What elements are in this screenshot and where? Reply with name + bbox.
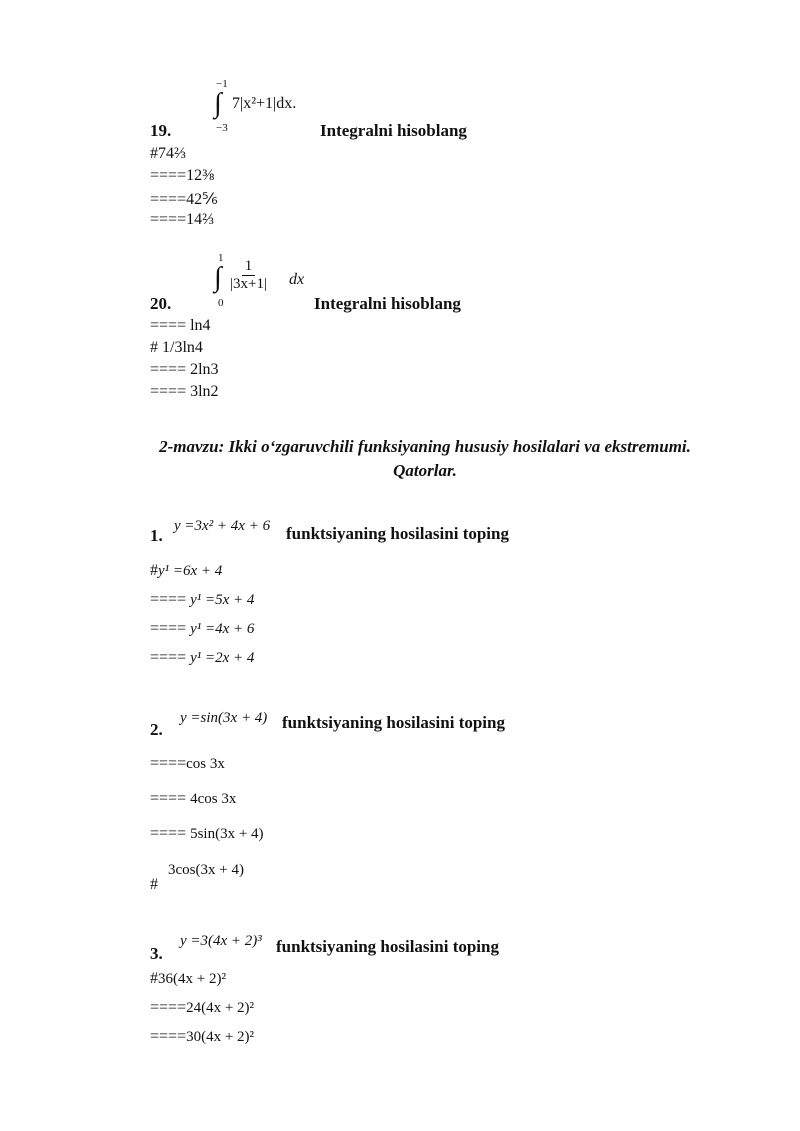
q19-option-4: ====14⅔ [150, 211, 215, 228]
q20-fraction [230, 258, 267, 293]
t1-option-1 [150, 562, 222, 580]
q20-numerator: 1 [242, 258, 256, 276]
t1-option-2 [150, 591, 254, 609]
t1-option-3-marker: ==== [150, 620, 187, 637]
t3-option-1-expr: 36(4x + 2)² [158, 971, 226, 987]
t1-option-2-marker: ==== [150, 591, 187, 608]
t3-option-3-marker: ==== [150, 1028, 187, 1045]
t1-option-4-expr: y¹ =2x + 4 [190, 650, 255, 666]
t2-option-1 [150, 755, 225, 773]
t3-option-1 [150, 970, 226, 988]
q19-option-3: ====42⅚ [150, 191, 218, 208]
t2-option-2-marker: ==== [150, 790, 187, 807]
t3-prompt: funktsiyaning hosilasini toping [276, 937, 499, 956]
q19-upper-limit: −1 [216, 78, 228, 90]
q20-prompt: Integralni hisoblang [314, 294, 461, 313]
t2-number: 2. [150, 720, 163, 739]
t1-number: 1. [150, 526, 163, 545]
t3-option-3-expr: 30(4x + 2)² [186, 1029, 255, 1045]
q20-dx: dx [289, 271, 305, 288]
t1-option-2-expr: y¹ =5x + 4 [190, 592, 255, 608]
q19-integral-sign: ∫ [214, 88, 222, 119]
t2-option-2-expr: 4cos 3x [190, 791, 237, 807]
q19-prompt: Integralni hisoblang [320, 121, 467, 140]
t2-option-4-marker: # [150, 876, 158, 893]
t1-prompt: funktsiyaning hosilasini toping [286, 524, 509, 543]
t3-option-3 [150, 1028, 254, 1046]
q20-upper-limit: 1 [218, 252, 224, 264]
q20-option-2: # 1/3ln4 [150, 339, 203, 356]
q20-option-1: ==== ln4 [150, 317, 211, 334]
q20-lower-limit: 0 [218, 297, 224, 309]
t3-option-1-marker: # [150, 970, 158, 987]
t3-number: 3. [150, 944, 163, 963]
t2-option-3 [150, 825, 264, 843]
q19-integrand: 7|x²+1|dx. [232, 95, 297, 112]
q20-denominator: |3x+1| [230, 276, 267, 292]
t3-option-2-marker: ==== [150, 999, 187, 1016]
t2-option-1-expr: cos 3x [186, 756, 225, 772]
t2-option-3-expr: 5sin(3x + 4) [190, 826, 264, 842]
t2-formula: y =sin(3x + 4) [180, 710, 268, 726]
t2-option-2 [150, 790, 236, 808]
q20-integral-sign: ∫ [214, 262, 222, 293]
t2-option-3-marker: ==== [150, 825, 187, 842]
t1-option-3 [150, 620, 254, 638]
q19-number: 19. [150, 121, 172, 140]
t3-formula: y =3(4x + 2)³ [180, 933, 262, 949]
t3-option-2-expr: 24(4x + 2)² [186, 1000, 255, 1016]
q19-option-2: ====12⅜ [150, 167, 215, 184]
t2-option-4-expr: 3cos(3x + 4) [168, 862, 244, 878]
q19-lower-limit: −3 [216, 122, 228, 134]
topic-heading-line-1: 2-mavzu: Ikki o‘zgaruvchili funksiyaning hususiy hosilalari va ekstremumi. [159, 437, 691, 456]
t3-option-2 [150, 999, 254, 1017]
q20-number: 20. [150, 294, 172, 313]
t2-option-1-marker: ==== [150, 755, 187, 772]
q19-option-1: #74⅔ [150, 145, 186, 162]
t1-option-1-expr: y¹ =6x + 4 [158, 563, 223, 579]
q20-option-3: ==== 2ln3 [150, 361, 219, 378]
t1-option-4 [150, 649, 254, 667]
t1-option-3-expr: y¹ =4x + 6 [190, 621, 255, 637]
topic-heading-line-2: Qatorlar. [393, 461, 457, 480]
q20-option-4: ==== 3ln2 [150, 383, 219, 400]
t1-option-4-marker: ==== [150, 649, 187, 666]
t1-formula: y =3x² + 4x + 6 [174, 518, 271, 534]
t2-prompt: funktsiyaning hosilasini toping [282, 713, 505, 732]
t1-option-1-marker: # [150, 562, 158, 579]
